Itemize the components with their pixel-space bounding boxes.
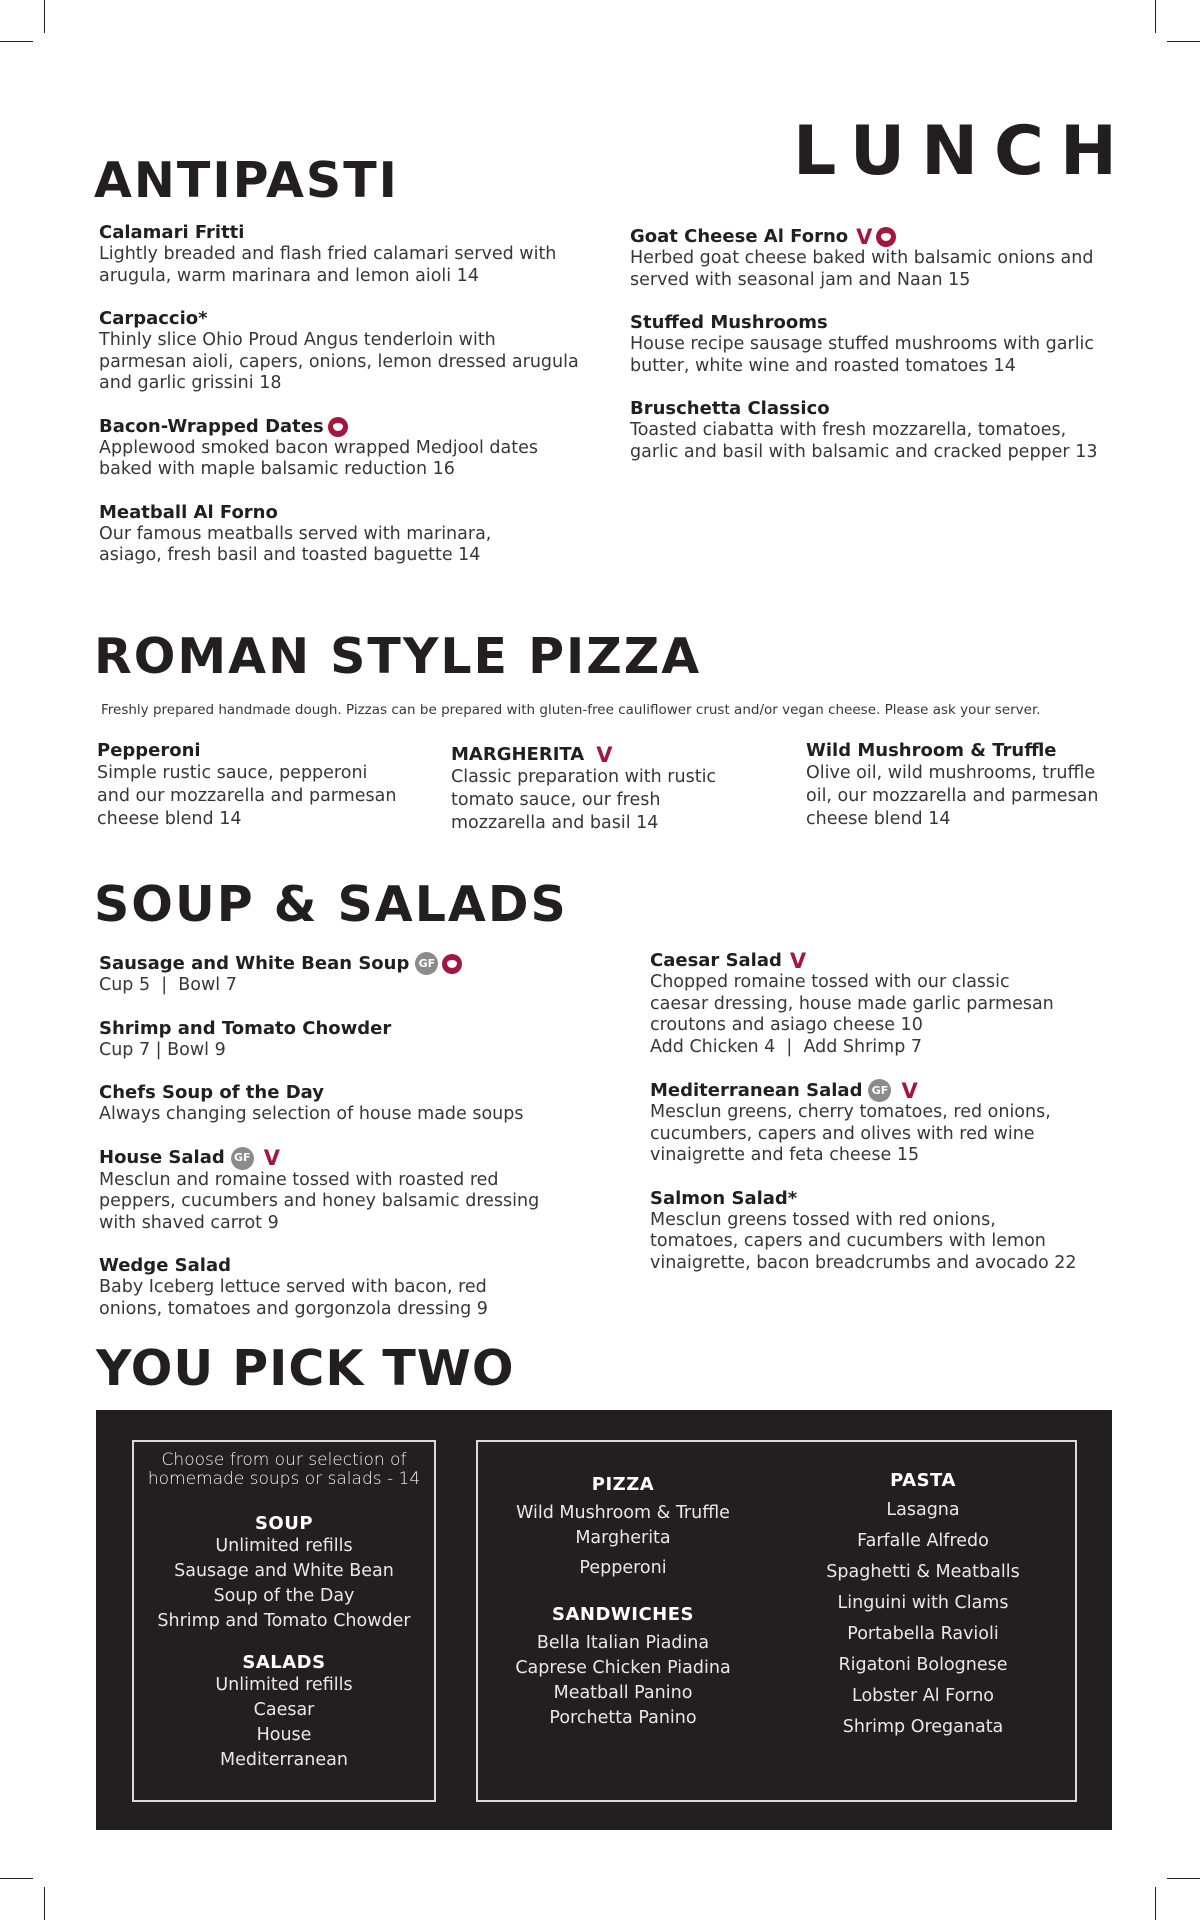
pizza-heading: PIZZA [591,1474,655,1495]
gluten-free-icon: GF [868,1079,891,1102]
vegetarian-icon: V [263,1146,281,1170]
sandwiches-heading: SANDWICHES [552,1604,694,1625]
item-description: Lightly breaded and flash fried calamari served with arugula, warm marinara and lemon aioli 14 [99,244,557,286]
item-name: Wild Mushroom & Truffle [806,740,1057,761]
list-item: Unlimited refills [215,1536,353,1556]
crop-mark [1155,1887,1156,1920]
item-description: Our famous meatballs served with marinara, asiago, fresh basil and toasted baguette 14 [99,523,492,565]
pizza-item-margherita [451,744,751,835]
list-item: Farfalle Alfredo [857,1531,989,1551]
pizza-item-wild-mushroom [806,740,1106,831]
item-description: Cup 5 | Bowl 7 [99,975,237,995]
heart-healthy-icon [876,227,896,247]
pasta-list [778,1495,1068,1743]
item-name: Chefs Soup of the Day [99,1082,324,1103]
salads-heading: SALADS [242,1652,326,1673]
menu-item [99,1147,599,1235]
item-name: Meatball Al Forno [99,501,278,523]
item-name [650,1079,1100,1102]
list-item: Caesar [253,1700,315,1720]
menu-item [99,1082,599,1126]
menu-item [99,502,589,567]
pizza-sandwich-column [488,1474,758,1731]
item-description: Mesclun greens, cherry tomatoes, red onions, cucumbers, capers and olives with red wine vinaigrette and feta cheese 15 [650,1102,1051,1165]
item-description: Mesclun and romaine tossed with roasted red peppers, cucumbers and honey balsamic dressing with shaved carrot 9 [99,1169,540,1233]
pizza-note: Freshly prepared handmade dough. Pizzas can be prepared with gluten-free cauliflower crust and/or vegan cheese. Please ask your server. [101,702,1041,718]
crop-mark [44,0,45,33]
gluten-free-icon: GF [415,952,438,975]
list-item: Lasagna [886,1500,960,1520]
pizza-heading: ROMAN STYLE PIZZA [94,628,702,685]
item-description: Mesclun greens tossed with red onions, tomatoes, capers and cucumbers with lemon vinaigrette, bacon breadcrumbs and avocado 22 [650,1209,1077,1273]
item-name: Stuffed Mushrooms [630,312,828,333]
crop-mark [1155,0,1156,33]
entrees-box [476,1440,1077,1802]
item-name [99,416,589,438]
item-description: Thinly slice Ohio Proud Angus tenderloin with parmesan aioli, capers, onions, lemon dressed arugula and garlic grissini 18 [99,330,579,393]
list-item: Porchetta Panino [549,1708,697,1728]
item-name: Carpaccio* [99,308,208,329]
pizza-list [488,1501,758,1581]
item-description: Baby Iceberg lettuce served with bacon, red onions, tomatoes and gorgonzola dressing 9 [99,1277,488,1319]
item-name [451,744,751,766]
item-description: Olive oil, wild mushrooms, truffle oil, our mozzarella and parmesan cheese blend 14 [806,763,1099,829]
item-description: House recipe sausage stuffed mushrooms with garlic butter, white wine and roasted tomatoes 14 [630,334,1095,376]
item-name-text: Bacon-Wrapped Dates [99,415,324,437]
item-name [630,226,1115,248]
page-title: LUNCH [793,112,1133,191]
list-item: Lobster Al Forno [852,1686,994,1706]
soup-list [134,1534,434,1634]
item-name: Shrimp and Tomato Chowder [99,1017,392,1039]
item-name-text: Goat Cheese Al Forno [630,226,849,247]
vegetarian-icon: V [901,1078,918,1103]
item-description: Cup 7 | Bowl 9 [99,1039,226,1060]
menu-item [630,226,1115,291]
item-name-text: Caesar Salad [650,950,782,971]
item-name: Bruschetta Classico [630,398,830,419]
item-description: Always changing selection of house made soups [99,1104,524,1124]
item-name-text: MARGHERITA [451,744,585,765]
menu-item [630,312,1115,377]
list-item: Wild Mushroom & Truffle [516,1503,730,1523]
list-item: Bella Italian Piadina [536,1633,710,1653]
item-name: Calamari Fritti [99,222,245,243]
vegetarian-icon: V [789,949,807,973]
salads-list [134,1673,434,1773]
list-item: Caprese Chicken Piadina [515,1658,731,1678]
item-name [99,1147,599,1170]
soups-salads-box [132,1440,436,1802]
soup-salads-heading: SOUP & SALADS [94,876,568,933]
antipasti-left-column [99,222,589,588]
crop-mark [1167,41,1200,42]
antipasti-heading: ANTIPASTI [94,152,399,209]
antipasti-right-column [630,226,1115,484]
item-name: Salmon Salad* [650,1187,798,1209]
item-description: Classic preparation with rustic tomato sauce, our fresh mozzarella and basil 14 [451,767,717,833]
item-name [650,950,1100,972]
item-name-text: Mediterranean Salad [650,1079,863,1101]
item-name: Wedge Salad [99,1255,231,1276]
item-description: Herbed goat cheese baked with balsamic onions and served with seasonal jam and Naan 15 [630,248,1094,290]
you-pick-two-heading: YOU PICK TWO [96,1340,515,1397]
soup-salads-right-column [650,950,1100,1295]
item-name-text: Sausage and White Bean Soup [99,952,410,974]
item-description: Simple rustic sauce, pepperoni and our mozzarella and parmesan cheese blend 14 [97,763,397,829]
crop-mark [44,1887,45,1920]
pick-two-panel [96,1410,1112,1830]
heart-healthy-icon [328,417,348,437]
list-item: Linguini with Clams [837,1593,1009,1613]
item-name: Pepperoni [97,740,201,761]
list-item: Soup of the Day [213,1586,355,1606]
list-item: Unlimited refills [215,1675,353,1695]
menu-item [99,952,599,997]
heart-healthy-icon [442,954,462,974]
list-item: Spaghetti & Meatballs [826,1562,1020,1582]
list-item: Pepperoni [579,1558,667,1578]
pick-intro-line: Choose from our selection of [161,1450,407,1470]
menu-item [99,1018,599,1062]
crop-mark [0,1878,33,1879]
sandwiches-list [488,1631,758,1731]
crop-mark [1167,1878,1200,1879]
vegetarian-icon: V [596,743,613,767]
list-item: Rigatoni Bolognese [838,1655,1008,1675]
list-item: House [256,1725,312,1745]
list-item: Sausage and White Bean [174,1561,394,1581]
list-item: Shrimp and Tomato Chowder [157,1611,411,1631]
vegetarian-icon: V [856,225,873,249]
gluten-free-icon: GF [231,1147,254,1170]
list-item: Meatball Panino [553,1683,693,1703]
item-name [99,952,599,975]
item-description: Toasted ciabatta with fresh mozzarella, tomatoes, garlic and basil with balsamic and cracked pepper 13 [630,420,1098,462]
pasta-heading: PASTA [890,1470,956,1491]
item-name-text: House Salad [99,1147,225,1168]
pick-intro-line: homemade soups or salads - 14 [147,1469,421,1489]
menu-item [650,950,1100,1058]
pizza-item-pepperoni [97,740,397,831]
menu-item [650,1188,1100,1275]
list-item: Shrimp Oreganata [842,1717,1004,1737]
crop-mark [0,41,33,42]
list-item: Mediterranean [220,1750,348,1770]
item-add-ons: Add Chicken 4 | Add Shrimp 7 [650,1036,923,1057]
pasta-column [778,1470,1068,1743]
menu-item [99,308,589,395]
soup-heading: SOUP [254,1513,314,1534]
menu-item [99,222,589,287]
soup-salads-left-column [99,952,599,1341]
item-description: Chopped romaine tossed with our classic caesar dressing, house made garlic parmesan croutons and asiago cheese 10 [650,972,1054,1035]
menu-item [99,416,589,481]
menu-item [99,1255,599,1320]
menu-item [650,1079,1100,1167]
menu-item [630,398,1115,463]
item-description: Applewood smoked bacon wrapped Medjool dates baked with maple balsamic reduction 16 [99,437,538,479]
pick-intro [134,1451,434,1489]
list-item: Portabella Ravioli [847,1624,999,1644]
list-item: Margherita [575,1528,671,1548]
